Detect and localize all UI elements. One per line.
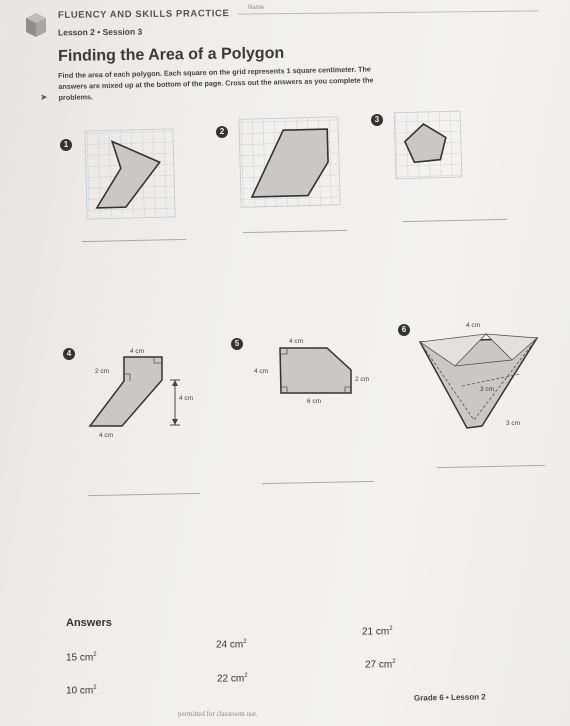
label-4-bottom: 4 cm bbox=[99, 432, 114, 439]
grid-problem-3 bbox=[394, 111, 462, 179]
footer-grade-lesson: Grade 6 • Lesson 2 bbox=[413, 692, 486, 703]
grid-problem-1 bbox=[85, 129, 175, 219]
answer-option-3[interactable] bbox=[362, 626, 393, 637]
answer-text: 27 cm bbox=[365, 659, 393, 671]
answer-exponent: 2 bbox=[392, 659, 396, 665]
name-label: Name bbox=[248, 5, 265, 11]
problem-number-5: 5 bbox=[231, 338, 243, 350]
label-4-top: 4 cm bbox=[130, 348, 145, 355]
answer-text: 10 cm bbox=[66, 685, 94, 697]
label-6-right: 3 cm bbox=[506, 420, 521, 427]
legal-notice: permitted for classroom use. bbox=[178, 710, 258, 718]
problem-number-4: 4 bbox=[63, 348, 75, 360]
answer-option-1[interactable] bbox=[66, 652, 97, 663]
figure-problem-6 bbox=[420, 334, 537, 428]
answer-option-6[interactable] bbox=[365, 659, 396, 670]
instructions: Find the area of each polygon. Each square on the grid represents 1 square centimeter. The answers are mixed up at the bottom of the page. Cross out the answers as you complete the problems. bbox=[58, 64, 374, 102]
page-title: Finding the Area of a Polygon bbox=[58, 44, 285, 65]
problem-number-6: 6 bbox=[398, 324, 410, 336]
answer-option-2[interactable] bbox=[216, 639, 247, 650]
answer-exponent: 2 bbox=[244, 673, 248, 679]
problem-number-3: 3 bbox=[371, 114, 383, 126]
answer-option-5[interactable] bbox=[217, 673, 248, 684]
answer-text: 15 cm bbox=[66, 652, 94, 664]
answer-text: 22 cm bbox=[217, 673, 245, 685]
answer-exponent: 2 bbox=[243, 639, 247, 645]
answer-exponent: 2 bbox=[93, 685, 97, 691]
series-title: FLUENCY AND SKILLS PRACTICE bbox=[57, 8, 230, 21]
session-label: Lesson 2 • Session 3 bbox=[57, 26, 143, 38]
grid-problem-2 bbox=[239, 117, 340, 208]
answer-exponent: 2 bbox=[389, 626, 393, 632]
answer-text: 21 cm bbox=[362, 626, 390, 638]
label-4-left: 2 cm bbox=[95, 368, 110, 375]
problem-number-1: 1 bbox=[60, 139, 72, 151]
label-5-right: 2 cm bbox=[355, 376, 370, 383]
arrow-icon: ➤ bbox=[40, 92, 48, 102]
problem-number-2: 2 bbox=[216, 126, 228, 138]
figure-problem-5 bbox=[280, 348, 351, 393]
answer-option-4[interactable] bbox=[66, 685, 97, 696]
label-5-top: 4 cm bbox=[289, 338, 304, 345]
label-6-middle: 3 cm bbox=[480, 386, 495, 393]
answers-heading: Answers bbox=[66, 617, 112, 629]
label-4-height: 4 cm bbox=[179, 395, 194, 402]
polygon-5 bbox=[280, 348, 351, 393]
answer-text: 24 cm bbox=[216, 639, 244, 651]
answer-exponent: 2 bbox=[93, 652, 97, 658]
label-5-left: 4 cm bbox=[254, 368, 269, 375]
label-5-bottom: 6 cm bbox=[307, 398, 322, 405]
label-6-top: 4 cm bbox=[466, 322, 481, 329]
